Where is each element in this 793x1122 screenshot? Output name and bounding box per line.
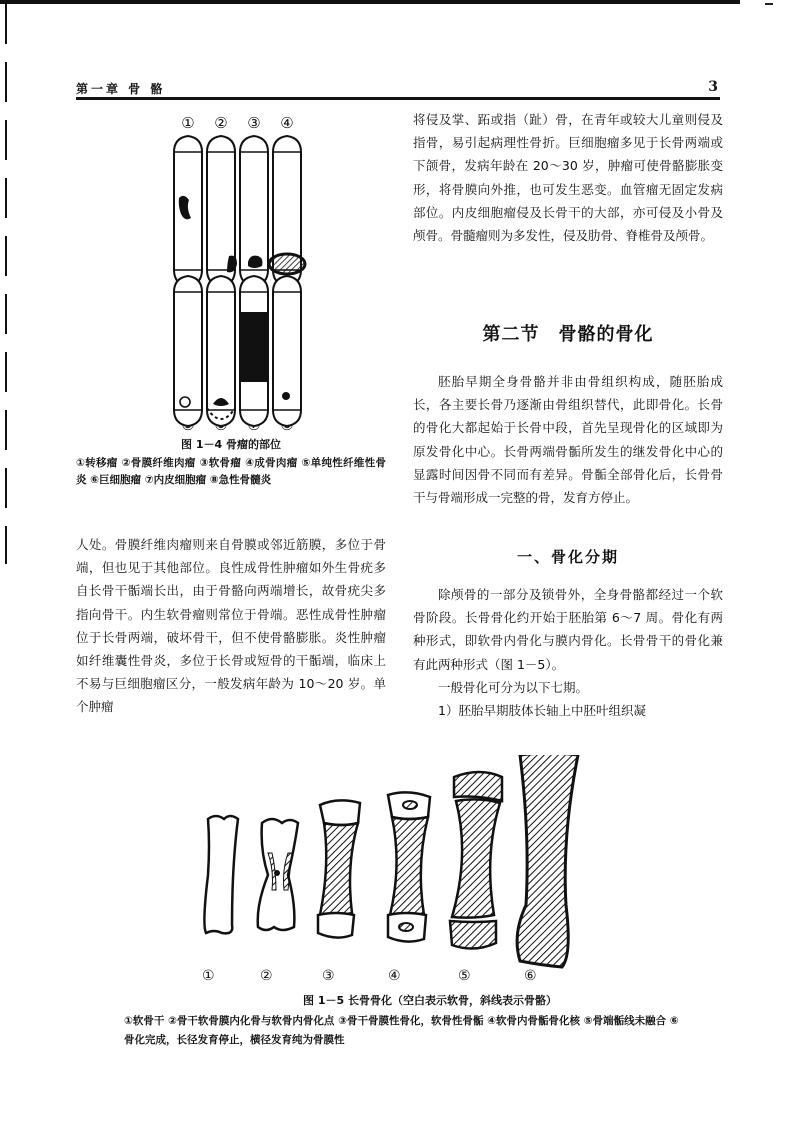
- subsection-title: 一、骨化分期: [516, 548, 619, 566]
- section-body: [413, 370, 723, 509]
- chapter-title: 第一章 骨 骼: [76, 82, 166, 96]
- label-6: ⑥: [524, 968, 537, 984]
- section-title: 第二节 骨骼的骨化: [482, 324, 654, 345]
- figure-1-4-caption: 图 1－4 骨瘤的部位: [181, 438, 281, 451]
- body-paragraph: 将侵及掌、跖或指（趾）骨，在青年或较大儿童则侵及指骨，易引起病理性骨折。巨细胞瘤多见于长骨两端或下颌骨，发病年龄在 20～30 岁，肿瘤可使骨骼膨胀变形，将骨膜向外推，也可发生恶变。血管瘤无固定发病部位。内皮细胞瘤侵及长骨干的大部，亦可侵及小骨及颅骨。骨髓瘤则为多发性，侵及肋骨、脊椎骨及颅骨。: [413, 112, 723, 244]
- figure-1-5-ossification: [190, 755, 590, 980]
- body-paragraph: 除颅骨的一部分及锁骨外，全身骨骼都经过一个软骨阶段。长骨骨化约开始于胚胎第 6～7 周。骨化有两种形式，即软骨内骨化与膜内骨化。长骨骨干的骨化兼有此两种形式（图 1－5）。: [413, 587, 723, 672]
- label-3: ③: [322, 968, 335, 984]
- label-5: ⑤: [458, 968, 471, 984]
- bone-tumor-diagram: [160, 112, 310, 437]
- scan-edge-left: [5, 4, 7, 564]
- label-2: ②: [260, 968, 273, 984]
- label-2: ②: [214, 114, 228, 132]
- figure-1-5-caption: 图 1－5 长骨骨化（空白表示软骨，斜线表示骨骼）: [303, 994, 557, 1007]
- body-paragraph: 1）胚胎早期肢体长轴上中胚叶组织凝: [438, 703, 646, 719]
- left-column-text: [76, 533, 386, 719]
- figure-1-5-legend: ①软骨干 ②骨干软骨膜内化骨与软骨内骨化点 ③骨干骨膜性骨化，软骨性骨骺 ④软骨内骨骺骨化核 ⑤骨端骺线未融合 ⑥骨化完成，长径发育停止，横径发育纯为骨膜性: [124, 1015, 679, 1046]
- body-paragraph: 胚胎早期全身骨骼并非由骨组织构成，随胚胎成长，各主要长骨乃逐渐由骨组织替代，此即骨化。长骨的骨化大都起始于长骨中段，首先呈现骨化的区域即为原发骨化中心。长骨两端骨骺所发生的继发骨化中心的显露时间因骨不同而有差异。骨骺全部骨化后，长骨骨干与骨端形成一完整的骨，发育方停止。: [413, 374, 723, 506]
- figure-1-5-labels: [190, 968, 590, 988]
- figure-1-4-bone-tumor-sites: [160, 112, 310, 437]
- header-rule: [76, 97, 720, 100]
- scan-edge-top: [0, 0, 740, 4]
- ossification-diagram: [190, 755, 590, 980]
- right-column-continuation: [413, 108, 723, 247]
- body-paragraph: 一般骨化可分为以下七期。: [438, 679, 589, 695]
- label-4: ④: [280, 114, 294, 132]
- label-4: ④: [388, 968, 401, 984]
- figure-1-4-legend: ①转移瘤 ②骨膜纤维肉瘤 ③软骨瘤 ④成骨肉瘤 ⑤单纯性纤维性骨炎 ⑥巨细胞瘤 ⑦内皮细胞瘤 ⑧急性骨髓炎: [76, 457, 386, 486]
- body-paragraph: 人处。骨膜纤维肉瘤则来自骨膜或邻近筋膜，多位于骨端，但也见于其他部位。良性成骨性肿瘤如外生骨疣多自长骨干骺端长出，由于骨骼向两端增长，故骨疣尖多指向骨干。内生软骨瘤则常位于骨端。恶性成骨性肿瘤位于长骨两端，破坏骨干，但不使骨骼膨胀。炎性肿瘤如纤维囊性骨炎，多位于长骨或短骨的干骺端，临床上不易与巨细胞瘤区分，一般发病年龄为 10～20 岁。单个肿瘤: [76, 537, 386, 715]
- page-number: 3: [708, 79, 718, 95]
- subsection-body: [413, 583, 723, 722]
- running-header: [76, 80, 720, 96]
- label-1: ①: [202, 968, 215, 984]
- scan-mark: [765, 3, 773, 5]
- label-1: ①: [181, 114, 195, 132]
- label-3: ③: [247, 114, 261, 132]
